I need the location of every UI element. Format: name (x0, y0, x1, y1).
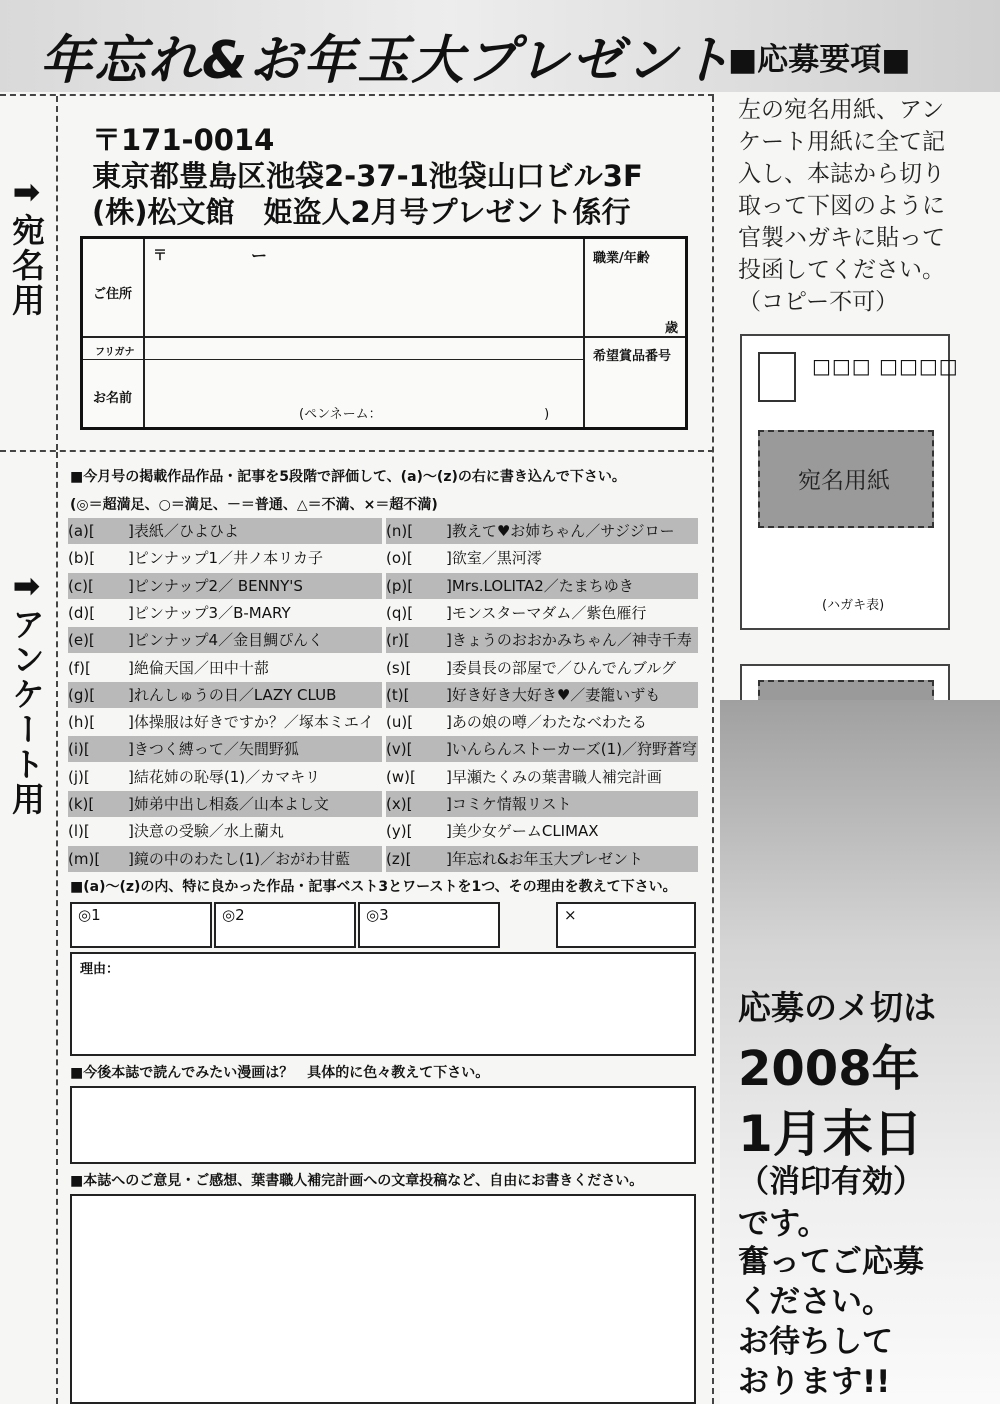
worst-label: × (564, 906, 577, 924)
deadline-line-5: です。 (738, 1206, 829, 1242)
survey-item-label: ]きょうのおおかみちゃん／神寺千寿 (446, 631, 692, 650)
deadline-line-2: 2008年 (738, 1041, 920, 1097)
survey-item-label: ]モンスターマダム／紫色雁行 (446, 603, 647, 622)
survey-item[interactable] (68, 791, 382, 817)
survey-item-code: (i)[ (68, 740, 90, 759)
survey-item[interactable] (386, 736, 698, 762)
survey-item-label: ]欲室／黒河澪 (446, 549, 542, 568)
deadline-line-3: 1月末日 (738, 1105, 923, 1163)
name-label: お名前 (93, 391, 133, 406)
desired-prize-label: 希望賞品番号 (593, 349, 672, 364)
page-title: 年忘れ&お年玉大プレゼント (40, 31, 734, 91)
survey-item-code: (s)[ (386, 658, 412, 677)
cut-line-middle (0, 450, 714, 452)
survey-item[interactable] (386, 764, 698, 790)
deadline-line-7: ください。 (738, 1284, 893, 1320)
cut-line-top (0, 94, 714, 96)
postal-code: 〒171-0014 (92, 123, 275, 157)
survey-item-code: (q)[ (386, 603, 414, 622)
address-line-2: (株)松文館 姫盗人2月号プレゼント係行 (92, 195, 631, 229)
survey-item-label: ]教えて♥お姉ちゃん／サジジロー (446, 522, 675, 540)
survey-instruction: ■今月号の掲載作品作品・記事を5段階で評価して、(a)〜(z)の右に書き込んで下さい。 (70, 469, 626, 485)
survey-item[interactable] (386, 573, 698, 599)
age-unit: 歳 (665, 321, 679, 336)
survey-item-label: ]体操服は好きですか？／塚本ミエイ (128, 713, 374, 732)
worst-box[interactable] (556, 902, 696, 948)
deadline-line-1: 応募のメ切は (738, 988, 936, 1027)
survey-item-code: (h)[ (68, 713, 96, 732)
survey-item-code: (b)[ (68, 549, 96, 568)
survey-item-label: ]きつく縛って／矢間野狐 (128, 740, 299, 759)
survey-item-label: ]美少女ゲームCLIMAX (446, 822, 599, 841)
survey-item-label: ]Mrs.LOLITA2／たまちゆき (446, 576, 634, 595)
survey-item[interactable] (386, 709, 698, 735)
address-line-1: 東京都豊島区池袋2-37-1池袋山口ビル3F (92, 159, 643, 193)
survey-item-label: ]年忘れ&お年玉大プレゼント (446, 849, 643, 868)
survey-item-code: (w)[ (386, 767, 416, 786)
furigana-label: フリガナ (95, 347, 135, 358)
address-form-side-label: ➡宛名用 (7, 172, 46, 318)
survey-item-code: (u)[ (386, 713, 414, 732)
survey-item[interactable] (68, 764, 382, 790)
survey-item-code: (l)[ (68, 822, 90, 841)
survey-item-code: (m)[ (68, 849, 101, 868)
survey-item-label: ]あの娘の噂／わたなべわたる (446, 713, 647, 732)
deadline-line-6: 奮ってご応募 (738, 1244, 924, 1280)
survey-item-code: (n)[ (386, 522, 414, 540)
survey-item[interactable] (68, 709, 382, 735)
survey-item-label: ]決意の受験／水上蘭丸 (128, 822, 284, 841)
best-1-label: ◎1 (78, 906, 101, 924)
survey-item-code: (o)[ (386, 549, 413, 568)
survey-item-code: (p)[ (386, 576, 414, 595)
future-manga-box[interactable] (70, 1086, 696, 1164)
survey-item[interactable] (68, 846, 382, 872)
survey-item-code: (t)[ (386, 685, 410, 704)
survey-item-label: ]絶倫天国／田中十蔀 (128, 658, 269, 677)
survey-item[interactable] (386, 818, 698, 844)
rules-text: 左の宛名用紙、アンケート用紙に全て記入し、本誌から切り取って下図のように官製ハガキに貼って投函してください。（コピー不可） (738, 97, 945, 315)
survey-item-label: ]いんらんストーカーズ(1)／狩野蒼穹 (446, 740, 698, 759)
deadline-line-9: おります!! (738, 1364, 891, 1400)
survey-item-label: ]ピンナップ3／B-MARY (128, 603, 291, 622)
survey-item-label: ]早瀬たくみの葉書職人補完計画 (446, 767, 662, 786)
postcard-front (740, 334, 959, 630)
stamp-icon (758, 352, 796, 402)
survey-item[interactable] (386, 655, 698, 681)
front-card-label: 宛名用紙 (798, 468, 890, 494)
cut-line-left-upper (56, 96, 58, 450)
survey-item-code: (j)[ (68, 767, 90, 786)
survey-item-code: (f)[ (68, 658, 91, 677)
comments-question: ■本誌へのご意見・ご感想、葉書職人補完計画への文章投稿など、自由にお書きください。 (70, 1173, 644, 1189)
survey-item-label: ]表紙／ひよひよ (128, 522, 239, 540)
best-2-box[interactable] (214, 902, 356, 948)
survey-item-label: ]好き好き大好き♥／妻籠いずも (446, 685, 661, 704)
survey-item-label: ]ピンナップ1／井ノ本リカ子 (128, 549, 323, 568)
cut-line-left-lower (56, 452, 58, 1404)
survey-item-code: (c)[ (68, 576, 94, 595)
postal-boxes-icon: □□□ □□□□ (812, 354, 959, 378)
best-2-label: ◎2 (222, 906, 245, 924)
front-card-caption: (ハガキ表) (822, 598, 885, 613)
survey-item[interactable] (68, 600, 382, 626)
reason-label: 理由： (80, 962, 120, 977)
survey-item-code: (e)[ (68, 631, 95, 650)
survey-item-code: (r)[ (386, 631, 410, 650)
survey-item-code: (a)[ (68, 522, 95, 540)
survey-item[interactable] (68, 682, 382, 708)
front-card-attach-area (758, 430, 934, 528)
survey-item-label: ]ピンナップ4／金目鯛ぴんく (128, 631, 324, 650)
occupation-age-label: 職業/年齢 (593, 251, 650, 266)
survey-item-code: (k)[ (68, 795, 95, 813)
survey-item[interactable] (386, 682, 698, 708)
survey-item[interactable] (386, 600, 698, 626)
survey-item-code: (g)[ (68, 685, 96, 704)
survey-item[interactable] (386, 627, 698, 653)
survey-item-label: ]委員長の部屋で／ひんでんブルグ (446, 658, 676, 677)
survey-item-label: ]鏡の中のわたし(1)／おがわ甘藍 (128, 849, 351, 868)
survey-item-code: (z)[ (386, 849, 412, 868)
survey-item[interactable] (386, 791, 698, 817)
survey-item[interactable] (68, 518, 382, 544)
survey-item[interactable] (68, 655, 382, 681)
survey-item-code: (x)[ (386, 795, 413, 813)
survey-item-label: ]結花姉の恥辱(1)／カマキリ (128, 767, 321, 786)
survey-item[interactable] (68, 627, 382, 653)
survey-item-label: ]ピンナップ2／ BENNY'S (128, 576, 303, 595)
survey-item-label: ]コミケ情報リスト (446, 795, 572, 813)
reason-box[interactable] (70, 952, 696, 1056)
best-3-box[interactable] (358, 902, 500, 948)
survey-item[interactable] (386, 846, 698, 872)
cut-line-right (712, 96, 714, 1404)
best-3-label: ◎3 (366, 906, 389, 924)
survey-item[interactable] (68, 818, 382, 844)
survey-item[interactable] (68, 736, 382, 762)
survey-scale: (◎＝超満足、○＝満足、－＝普通、△＝不満、×＝超不満) (70, 497, 438, 513)
rules-heading: ■応募要項■ (728, 42, 911, 78)
comments-box[interactable] (70, 1194, 696, 1404)
best-worst-question: ■(a)〜(z)の内、特に良かった作品・記事ベスト3とワーストを1つ、その理由を教えて下さい。 (70, 879, 677, 895)
survey-item[interactable] (68, 573, 382, 599)
survey-item-code: (y)[ (386, 822, 413, 841)
survey-item-code: (d)[ (68, 603, 96, 622)
deadline-line-4: （消印有効） (738, 1164, 924, 1200)
best-1-box[interactable] (70, 902, 212, 948)
survey-item[interactable] (68, 545, 382, 571)
survey-item-label: ]姉弟中出し相姦／山本よし文 (128, 795, 329, 813)
future-manga-question: ■今後本誌で読んでみたい漫画は？ 具体的に色々教えて下さい。 (70, 1065, 490, 1081)
deadline-line-8: お待ちして (738, 1324, 893, 1360)
postal-dash: ー (251, 246, 268, 265)
survey-item[interactable] (386, 545, 698, 571)
address-form (80, 236, 688, 430)
survey-item-code: (v)[ (386, 740, 413, 759)
pen-name-label: (ペンネーム： ) (299, 407, 550, 422)
survey-item[interactable] (386, 518, 698, 544)
survey-form-side-label: ➡アンケート用 (7, 566, 46, 817)
address-label: ご住所 (93, 287, 133, 302)
postal-mark: 〒 (153, 248, 167, 264)
survey-item-label: ]れんしゅうの日／LAZY CLUB (128, 685, 337, 704)
